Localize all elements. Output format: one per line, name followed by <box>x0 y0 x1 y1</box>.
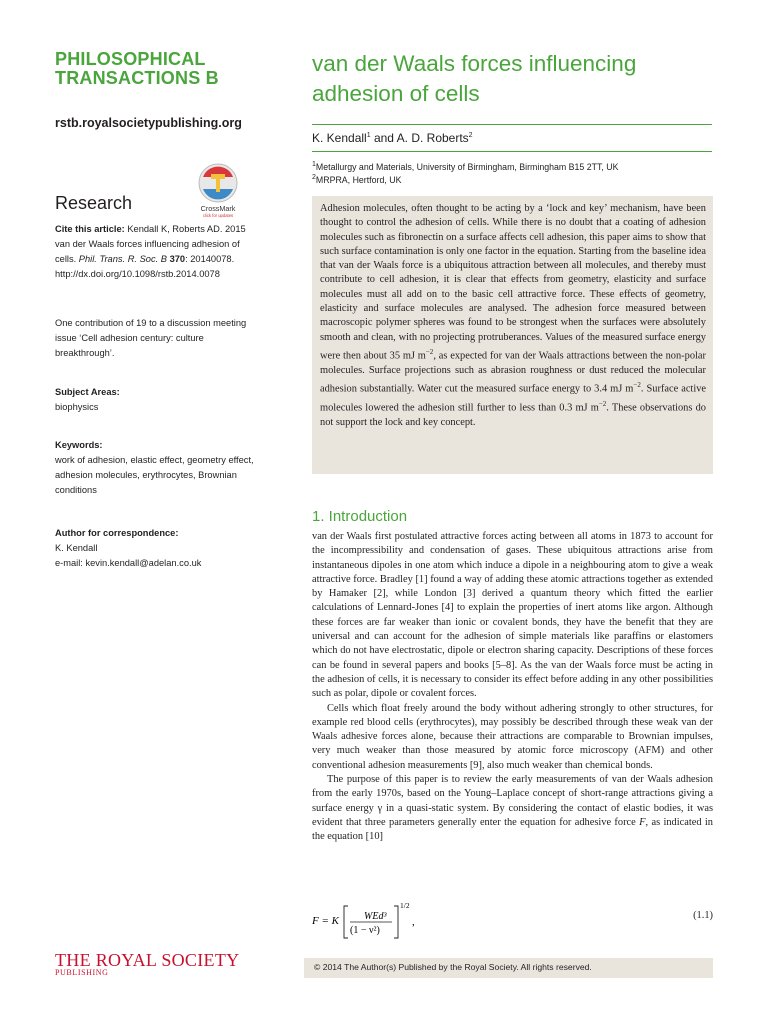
keywords-label: Keywords: <box>55 440 103 450</box>
abstract <box>312 196 713 474</box>
author-separator: and <box>370 131 397 145</box>
copyright-footer: © 2014 The Author(s) Published by the Royal Society. All rights reserved. <box>304 958 713 978</box>
publisher-logo-sub: PUBLISHING <box>55 968 109 977</box>
author-1-affil: 1 <box>366 132 371 139</box>
affiliation-1-number: 1 <box>312 161 316 168</box>
affiliation-2-text: MRPRA, Hertford, UK <box>315 174 402 185</box>
title-divider <box>312 124 712 125</box>
journal-name-line2: TRANSACTIONS B <box>55 68 219 88</box>
article-type-label: Research <box>55 193 133 213</box>
intro-paragraph-2: Cells which float freely around the body without adhering strongly to other structures, for example red blood cells (erythrocytes), may possibly be described through these weak van der Waals adhesive forces alone, because their attractions are comparable to Brownian impulses, very much weaker than those measured by atomic force microscopy (AFM) and other conventional adhesion measurements [9], also much weaker than chemical bonds. <box>312 702 713 771</box>
abstract-text-4: . These observations do not support the lock and key concept. <box>320 402 706 428</box>
abstract-exponent-2: −2 <box>633 381 641 390</box>
author-2[interactable]: A. D. Roberts <box>396 131 469 145</box>
cite-doi-link[interactable]: http://dx.doi.org/10.1098/rstb.2014.0078 <box>55 269 220 279</box>
correspondence <box>55 526 255 571</box>
author-list <box>312 131 473 145</box>
equation-lhs: F = K <box>312 915 339 927</box>
crossmark-icon <box>193 162 243 204</box>
correspondence-label: Author for correspondence: <box>55 528 179 538</box>
cite-volume: 370 <box>169 254 186 264</box>
journal-name-line1: PHILOSOPHICAL <box>55 49 206 69</box>
publisher-logo: THE ROYAL SOCIETY <box>55 950 240 970</box>
journal-name <box>55 50 285 88</box>
equation-1-1 <box>312 898 713 942</box>
equation-numerator: WEd³ <box>364 911 387 922</box>
contribution-note: One contribution of 19 to a discussion meeting issue ‘Cell adhesion century: culture breakthrough’. <box>55 318 247 358</box>
author-1[interactable]: K. Kendall <box>312 131 367 145</box>
correspondence-name: K. Kendall <box>55 543 98 553</box>
affiliation-1-text: Metallurgy and Materials, University of Birmingham, Birmingham B15 2TT, UK <box>315 161 619 172</box>
intro-paragraph-3-variable: F <box>639 816 646 828</box>
equation-denominator: (1 − ν²) <box>350 925 380 936</box>
intro-paragraph-3-tail: , as indicated in the equation [10] <box>312 816 713 843</box>
crossmark-label: CrossMark <box>200 204 236 213</box>
abstract-exponent-1: −2 <box>425 347 434 356</box>
equation-graphic <box>312 898 452 942</box>
intro-paragraph-3 <box>312 773 713 844</box>
keywords <box>55 438 255 498</box>
introduction-heading: 1. Introduction <box>312 508 408 525</box>
cite-text: Kendall K, Roberts AD. 2015 van der Waals forces influencing adhesion of cells. <box>55 224 246 264</box>
affiliation-2 <box>312 171 712 187</box>
cite-label: Cite this article: <box>55 224 125 234</box>
subject-areas <box>55 385 255 415</box>
author-2-affil: 2 <box>468 132 473 139</box>
intro-paragraph-1: van der Waals first postulated attractive forces acting between all atoms in 1873 to account for the incompressibility and condensation of gases. These ubiquitous attractions arise from instantaneous dipoles in one atom which induce a dipole in a neighbouring atom to give a weak attractive force. Bradley [1] found a way of adding these atomic attractions together as extended by Hamaker [2], while London [3] derived a quantum theory which fitted the earlier calculations of Lennard-Jones [4] to explain the properties of inert atoms like argon. Although these forces are far weaker than ionic or covalent bonds, they have the benefit that they are universal and can account for the adhesion of simple materials like paraffins or elastomers which do not have electrostatic, dipole or electron sharing capacity. Descriptions of these forces can be found in several papers and books [5–8]. As the van der Waals force must be acting in the adhesion of cells, it is necessary to consider its effect before adding in any other possibilities such as polar, dipole or covalent forces. <box>312 531 713 700</box>
correspondence-email[interactable]: e-mail: kevin.kendall@adelan.co.uk <box>55 558 202 568</box>
article-title: van der Waals forces influencing adhesion of cells <box>312 51 637 106</box>
subject-areas-label: Subject Areas: <box>55 387 120 397</box>
authors-divider <box>312 151 712 152</box>
subject-areas-value[interactable]: biophysics <box>55 402 99 412</box>
crossmark-button[interactable] <box>193 162 243 220</box>
affiliation-2-number: 2 <box>312 174 316 181</box>
journal-url[interactable]: rstb.royalsocietypublishing.org <box>55 116 242 130</box>
introduction-body <box>312 530 713 845</box>
equation-comma: , <box>412 916 415 928</box>
abstract-text-1: Adhesion molecules, often thought to be acting by a ‘lock and key’ mechanism, have been thought to control the adhesion of cells. While there is no doubt that a coating of adhesion molecules such as fibronectin on a surface affects cell adhesion, this paper aims to show that such surface contamination is only one factor in the equation. Starting from the baseline idea that van der Waals force is a ubiquitous attraction between all molecules, and thereby must contribute to cell adhesion, it is clear that effects from geometry, elasticity and surface molecules must all add on to the basic cell attractive force. These effects of geometry, elasticity and surface molecules are analysed. The adhesion force measured between macroscopic polymer spheres was found to be strongest when the surfaces were absolutely smooth and clean, with no projecting protruberances. Values of the measured surface energy were then about 35 mJ m <box>320 203 706 362</box>
cite-pages: : 20140078. <box>185 254 235 264</box>
crossmark-sublabel: click for updates <box>202 213 234 218</box>
citation-block <box>55 222 255 282</box>
abstract-text-2: , as expected for van der Waals attractions between the non-polar molecules. Surface projections such as abrasion roughness or dust reduced the molecular adhesion substantially. Water cut the measured surface energy to 3.4 mJ m <box>320 350 706 395</box>
equation-exponent: 1/2 <box>400 901 410 910</box>
abstract-exponent-3: −2 <box>598 399 607 408</box>
abstract-text-3: . Surface active molecules lowered the adhesion still further to less than 0.3 mJ m <box>320 383 707 414</box>
cite-journal: Phil. Trans. R. Soc. B <box>78 254 167 264</box>
keywords-value: work of adhesion, elastic effect, geometry effect, adhesion molecules, erythrocytes, Brownian conditions <box>55 455 254 495</box>
equation-number: (1.1) <box>693 910 713 921</box>
intro-paragraph-3-text: The purpose of this paper is to review the early measurements of van der Waals adhesion from the early 1970s, based on the Young–Laplace concept of short-range attractions giving a surface energy γ in a quasi-static system. By considering the contact of elastic bodies, it was evident that three parameters generally enter the equation for adhesive force <box>312 774 713 828</box>
